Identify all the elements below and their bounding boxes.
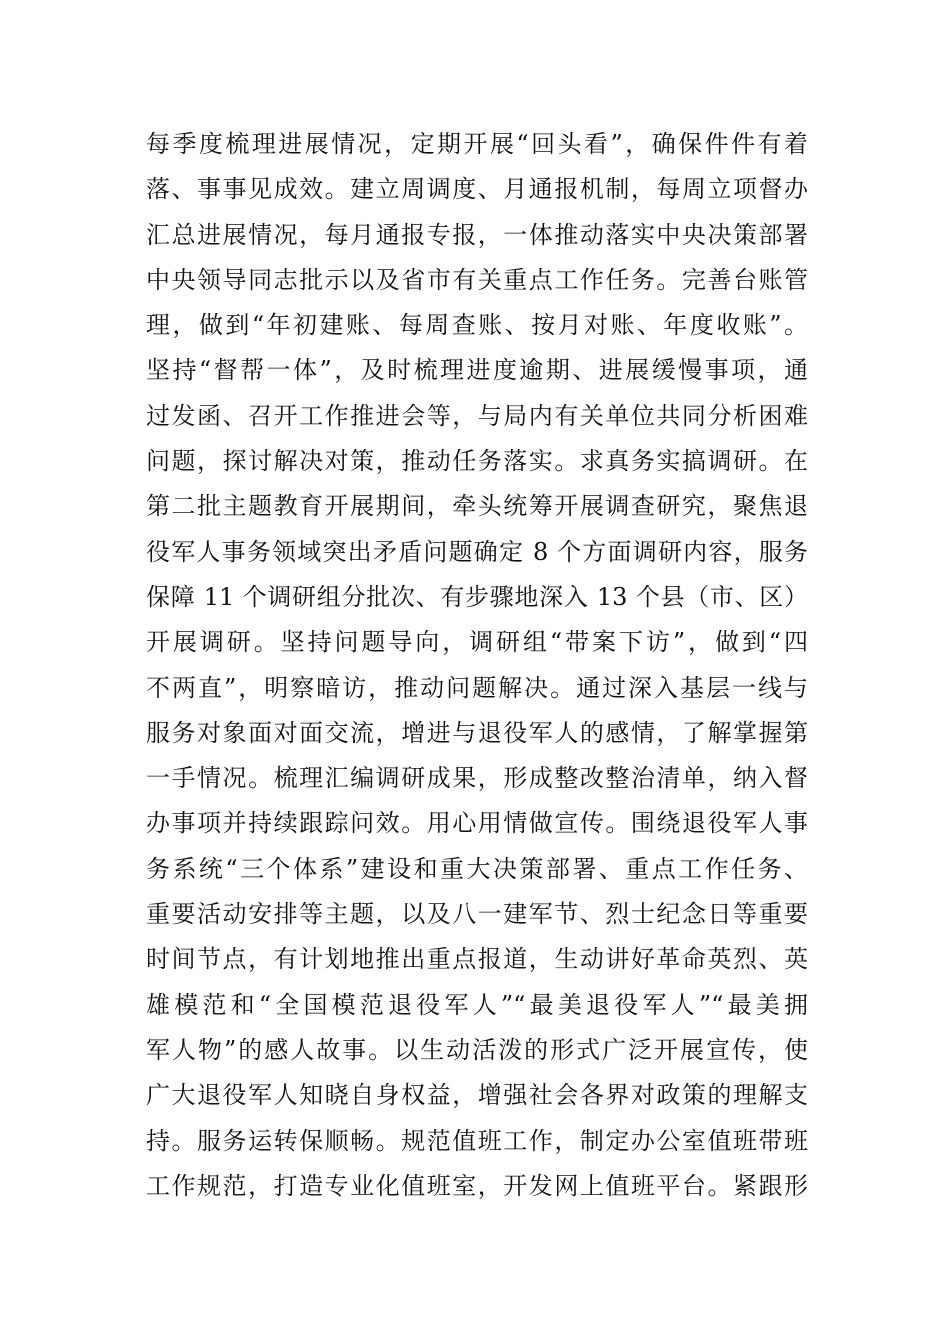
text-line: 问题，探讨解决对策，推动任务落实。求真务实搞调研。在 — [146, 447, 808, 476]
text-line: 汇总进展情况，每月通报专报，一体推动落实中央决策部署 — [146, 220, 808, 249]
body-paragraph — [146, 122, 808, 1209]
text-line: 每季度梳理进展情况，定期开展“回头看”，确保件件有着 — [146, 130, 808, 158]
text-line: 坚持“督帮一体”，及时梳理进度逾期、进展缓慢事项，通 — [146, 356, 808, 385]
text-line: 军人物”的感人故事。以生动活泼的形式广泛开展宣传，使 — [146, 1035, 808, 1064]
text-line: 广大退役军人知晓自身权益，增强社会各界对政策的理解支 — [146, 1081, 808, 1110]
text-line: 中央领导同志批示以及省市有关重点工作任务。完善台账管 — [146, 265, 808, 294]
text-line: 时间节点，有计划地推出重点报道，生动讲好革命英烈、英 — [146, 945, 808, 974]
text-line: 一手情况。梳理汇编调研成果，形成整改整治清单，纳入督 — [146, 764, 808, 793]
text-line: 役军人事务领域突出矛盾问题确定 8 个方面调研内容，服务 — [146, 537, 808, 566]
text-line: 办事项并持续跟踪问效。用心用情做宣传。围绕退役军人事 — [146, 809, 808, 838]
text-line: 工作规范，打造专业化值班室，开发网上值班平台。紧跟形 — [146, 1171, 808, 1200]
text-line: 落、事事见成效。建立周调度、月通报机制，每周立项督办 — [146, 175, 808, 204]
text-line: 开展调研。坚持问题导向，调研组“带案下访”，做到“四 — [146, 628, 808, 657]
text-line: 第二批主题教育开展期间，牵头统筹开展调查研究，聚焦退 — [146, 492, 808, 521]
text-line: 服务对象面对面交流，增进与退役军人的感情，了解掌握第 — [146, 718, 808, 747]
text-line: 雄模范和“全国模范退役军人”“最美退役军人”“最美拥 — [146, 990, 808, 1019]
text-line: 务系统“三个体系”建设和重大决策部署、重点工作任务、 — [146, 854, 808, 883]
text-line: 理，做到“年初建账、每周查账、按月对账、年度收账”。 — [146, 311, 808, 340]
text-line: 不两直”，明察暗访，推动问题解决。通过深入基层一线与 — [146, 673, 808, 702]
text-line: 过发函、召开工作推进会等，与局内有关单位共同分析困难 — [146, 401, 808, 430]
text-line: 保障 11 个调研组分批次、有步骤地深入 13 个县（市、区） — [146, 582, 808, 611]
text-line: 持。服务运转保顺畅。规范值班工作，制定办公室值班带班 — [146, 1126, 808, 1155]
text-line: 重要活动安排等主题，以及八一建军节、烈士纪念日等重要 — [146, 900, 808, 929]
